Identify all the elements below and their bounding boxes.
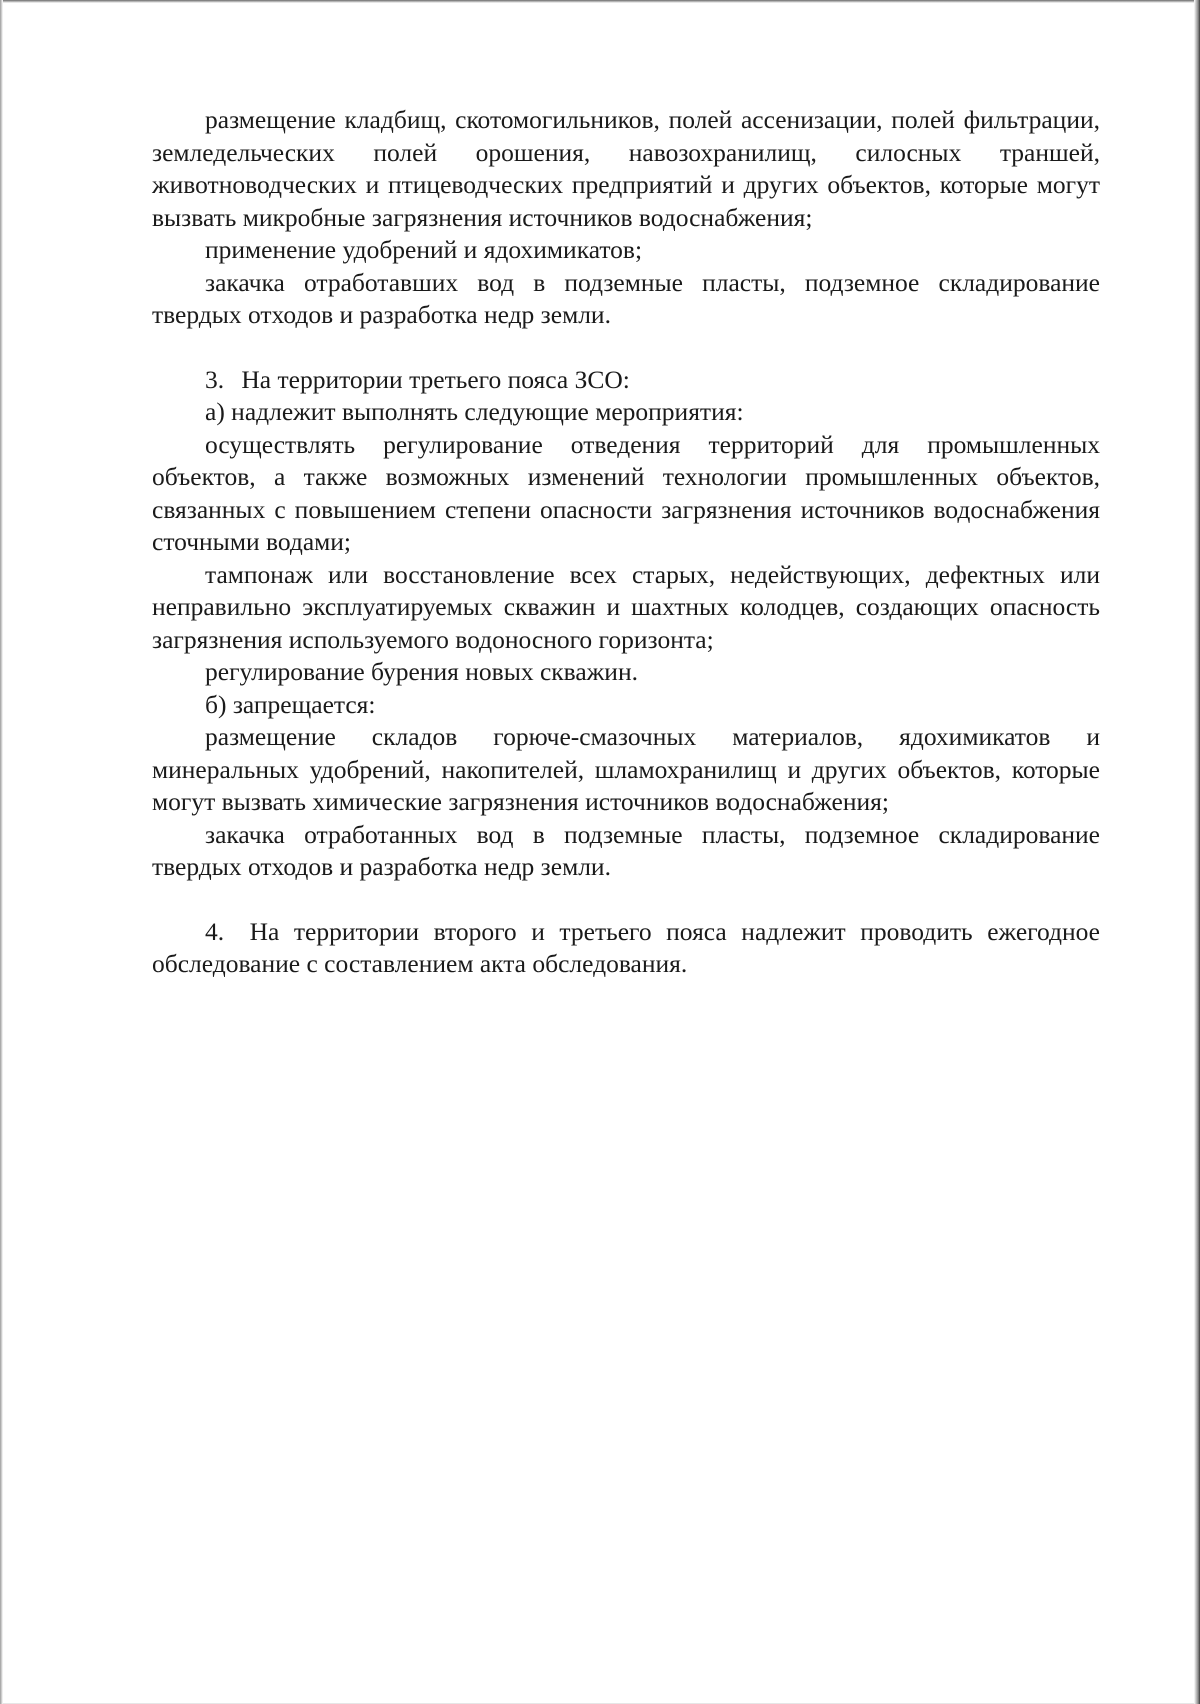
paragraph-item-injection: закачка отработавших вод в подземные пласты, подземное складирование твердых отходов и разработка недр земли.: [152, 267, 1100, 329]
section-3-text: На территории третьего пояса ЗСО:: [241, 364, 630, 394]
document-body: [152, 104, 1100, 981]
paragraph-item-cemeteries: размещение кладбищ, скотомогильников, полей ассенизации, полей фильтрации, земледельческих полей орошения, навозохранилищ, силосных траншей, животноводческих и птицеводческих предприятий и других объектов, которые могут вызвать микробные загрязнения источников водоснабжения;: [152, 105, 1100, 232]
section-3-heading: [152, 364, 1100, 397]
paragraph-item-well-plugging: тампонаж или восстановление всех старых, недействующих, дефектных или неправильно эксплуатируемых скважин и шахтных колодцев, создающих опасность загрязнения используемого водоносного горизонта;: [152, 559, 1100, 654]
paragraph-gap: [152, 332, 1100, 364]
scan-edge-top: [0, 0, 1200, 3]
section-number: 4.: [205, 916, 225, 946]
scan-edge-left: [0, 0, 3, 1704]
section-number: 3.: [205, 364, 225, 394]
subsection-a-heading: а) надлежит выполнять следующие мероприятия:: [205, 397, 744, 426]
paragraph-item-fertilizers: применение удобрений и ядохимикатов;: [205, 235, 643, 264]
scan-edge-right: [1194, 0, 1200, 1704]
paragraph-item-injection-2: закачка отработанных вод в подземные пласты, подземное складирование твердых отходов и разработка недр земли.: [152, 819, 1100, 881]
section-4-text: На территории второго и третьего пояса надлежит проводить ежегодное обследование с составлением акта обследования.: [152, 916, 1100, 978]
paragraph-gap: [152, 884, 1100, 916]
section-4-paragraph: [152, 916, 1100, 981]
paragraph-item-industrial-regulation: осуществлять регулирование отведения территорий для промышленных объектов, а также возможных изменений технологии промышленных объектов, связанных с повышением степени опасности загрязнения источников водоснабжения сточными водами;: [152, 429, 1100, 556]
paragraph-item-fuel-storage: размещение складов горюче-смазочных материалов, ядохимикатов и минеральных удобрений, накопителей, шламохранилищ и других объектов, которые могут вызвать химические загрязнения источников водоснабжения;: [152, 722, 1100, 816]
subsection-b-heading: б) запрещается:: [205, 689, 376, 719]
paragraph-item-drilling-regulation: регулирование бурения новых скважин.: [205, 657, 638, 686]
